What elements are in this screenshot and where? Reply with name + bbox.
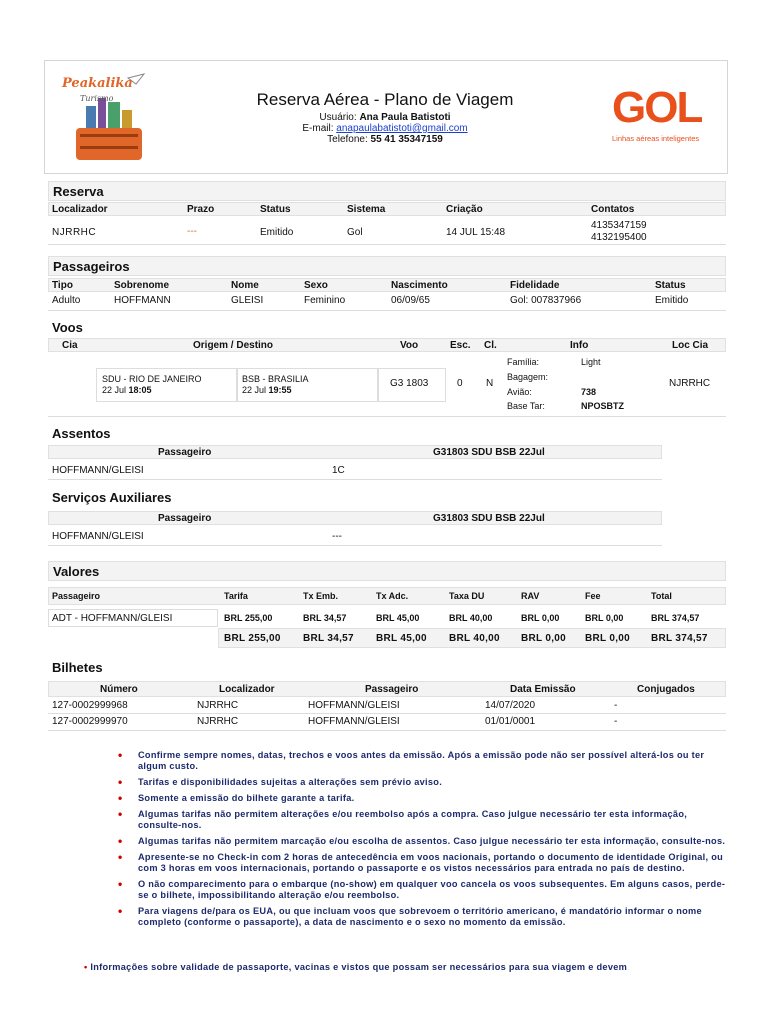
bilhete-2-numero: 127-0002999970: [52, 716, 128, 727]
reserva-prazo: ---: [187, 226, 197, 237]
valores-col-rav: RAV: [521, 591, 540, 601]
info-label-base-tar: Base Tar:: [507, 401, 545, 411]
agency-logo-text: Peakalika: [62, 76, 133, 91]
pass-fidelidade: Gol: 007837966: [510, 295, 582, 306]
voos-col-loccia: Loc Cia: [672, 340, 709, 351]
reserva-sistema: Gol: [347, 227, 363, 238]
servicos-divider: [48, 545, 662, 546]
gol-logo-text: GOL: [612, 83, 702, 132]
voos-title: Voos: [52, 320, 83, 335]
bilhetes-title: Bilhetes: [52, 660, 103, 675]
voo-origem-datetime: [102, 385, 152, 395]
aviso-item: • O não comparecimento para o embarque (no-show) em qualquer voo cancela os voos subsequentes. Em alguns casos, perde-se o bilhete, impossibilitando alteração e/ou reembolso.: [118, 879, 728, 901]
passageiros-title: Passageiros: [48, 256, 726, 276]
bilhetes-col-localizador: Localizador: [219, 684, 275, 695]
bullet-icon: •: [84, 962, 88, 972]
reserva-col-localizador: Localizador: [52, 204, 108, 215]
aviso-item: • Apresente-se no Check-in com 2 horas de antecedência em voos nacionais, portando o documento de identidade Original, ou com 3 horas em voos internacionais, portando o passaporte e os vistos necessários para entrada no país de destino.: [118, 852, 728, 874]
phone-value: 55 41 35347159: [370, 134, 443, 145]
valores-txemb: BRL 34,57: [303, 613, 347, 623]
aviso-final-text: Informações sobre validade de passaporte, vacinas e vistos que possam ser necessários para sua viagem e devem: [90, 962, 628, 972]
reserva-status: Emitido: [260, 227, 294, 238]
assentos-col-voo: G31803 SDU BSB 22Jul: [433, 447, 545, 458]
reserva-contato-2: 4132195400: [591, 232, 647, 243]
user-name: Ana Paula Batistoti: [359, 112, 451, 123]
valores-total-tarifa: BRL 255,00: [224, 633, 281, 644]
valores-total-total: BRL 374,57: [651, 633, 708, 644]
gol-logo-tagline: Linhas aéreas inteligentes: [612, 134, 700, 143]
email-link[interactable]: anapaulabatistoti@gmail.com: [336, 123, 468, 134]
voo-destino-data: 22 Jul: [242, 385, 267, 395]
pass-col-sobrenome: Sobrenome: [114, 280, 170, 291]
pass-col-status: Status: [655, 280, 686, 291]
voos-col-esc: Esc.: [450, 340, 471, 351]
valores-total-txadc: BRL 45,00: [376, 633, 427, 644]
info-value-familia: Light: [581, 357, 601, 367]
bilhetes-row-divider: [48, 713, 726, 714]
page-title: Reserva Aérea - Plano de Viagem: [256, 90, 514, 109]
aviso-item: • Algumas tarifas não permitem marcação e/ou escolha de assentos. Caso julgue necessário ter esta informação, consulte-nos.: [118, 836, 728, 847]
reserva-col-status: Status: [260, 204, 291, 215]
valores-total-txemb: BRL 34,57: [303, 633, 354, 644]
phone-line: [180, 134, 590, 145]
servicos-col-passageiro: Passageiro: [158, 513, 212, 524]
valores-col-passageiro: Passageiro: [52, 591, 101, 601]
voo-origem: SDU - RIO DE JANEIRO: [102, 374, 202, 384]
bilhete-1-conjugados: -: [614, 700, 618, 711]
reserva-localizador: NJRRHC: [52, 227, 97, 238]
reserva-col-sistema: Sistema: [347, 204, 386, 215]
pass-col-nascimento: Nascimento: [391, 280, 448, 291]
servicos-title: Serviços Auxiliares: [52, 490, 172, 505]
pass-col-nome: Nome: [231, 280, 259, 291]
voo-cl: N: [486, 378, 494, 389]
aviso-item: • Confirme sempre nomes, datas, trechos e voos antes da emissão. Após a emissão pode não ser possível alterá-los ou ter algum custo.: [118, 750, 728, 772]
valores-total-fee: BRL 0,00: [585, 633, 631, 644]
servicos-header-bg: [48, 511, 662, 525]
bilhetes-col-numero: Número: [100, 684, 138, 695]
phone-label: Telefone:: [327, 134, 368, 145]
voos-col-info: Info: [570, 340, 589, 351]
servicos-valor: ---: [332, 531, 342, 542]
valores-total-rav: BRL 0,00: [521, 633, 567, 644]
voos-col-voo: Voo: [400, 340, 419, 351]
valores-passageiro: ADT - HOFFMANN/GLEISI: [52, 613, 173, 624]
bilhete-2-data: 01/01/0001: [485, 716, 536, 727]
voo-esc: 0: [457, 378, 463, 389]
aviso-item: • Algumas tarifas não permitem alterações e/ou reembolso após a compra. Caso julgue necessário ter esta informação, consulte-nos.: [118, 809, 728, 831]
valores-col-txemb: Tx Emb.: [303, 591, 339, 601]
pass-col-fidelidade: Fidelidade: [510, 280, 560, 291]
voos-col-cl: Cl.: [484, 340, 497, 351]
user-line: [180, 112, 590, 123]
pass-sobrenome: HOFFMANN: [114, 295, 171, 306]
gol-logo: [612, 83, 724, 146]
bilhete-1-numero: 127-0002999968: [52, 700, 128, 711]
aviso-item: • Somente a emissão do bilhete garante a tarifa.: [118, 793, 728, 804]
pass-col-tipo: Tipo: [52, 280, 73, 291]
valores-col-total: Total: [651, 591, 672, 601]
reserva-divider: [48, 244, 726, 245]
aviso-item: • Tarifas e disponibilidades sujeitas a alterações sem prévio aviso.: [118, 777, 728, 788]
pass-status: Emitido: [655, 295, 689, 306]
reserva-col-criacao: Criação: [446, 204, 483, 215]
valores-rav: BRL 0,00: [521, 613, 560, 623]
pass-nome: GLEISI: [231, 295, 264, 306]
voo-loc-cia: NJRRHC: [669, 378, 711, 389]
bilhete-2-conjugados: -: [614, 716, 618, 727]
bilhetes-divider: [48, 730, 726, 731]
email-label: E-mail:: [302, 123, 334, 134]
valores-total: BRL 374,57: [651, 613, 700, 623]
pass-col-sexo: Sexo: [304, 280, 328, 291]
voos-divider: [48, 416, 726, 417]
voo-origem-hora: 18:05: [128, 385, 152, 395]
reserva-contato-1: 4135347159: [591, 220, 647, 231]
valores-txadc: BRL 45,00: [376, 613, 420, 623]
aviso-item: • Para viagens de/para os EUA, ou que incluam voos que sobrevoem o território americano, é mandatório informar o nome completo (conforme o passaporte), a data de nascimento e o sexo no momento da emissão.: [118, 906, 728, 928]
valores-taxadu: BRL 40,00: [449, 613, 493, 623]
voo-destino: BSB - BRASILIA: [242, 374, 309, 384]
user-label: Usuário:: [319, 112, 357, 123]
pass-sexo: Feminino: [304, 295, 346, 306]
agency-logo-sub: Turismo: [80, 94, 114, 103]
aviso-final: [84, 962, 627, 972]
bilhete-1-passageiro: HOFFMANN/GLEISI: [308, 700, 400, 711]
valores-col-tarifa: Tarifa: [224, 591, 248, 601]
assentos-title: Assentos: [52, 426, 111, 441]
voo-destino-hora: 19:55: [268, 385, 292, 395]
agency-logo: [58, 70, 158, 165]
voo-origem-data: 22 Jul: [102, 385, 127, 395]
voos-col-origem: Origem / Destino: [193, 340, 274, 351]
reserva-col-contatos: Contatos: [591, 204, 635, 215]
voo-destino-datetime: [242, 385, 292, 395]
assentos-seat: 1C: [332, 465, 345, 476]
info-label-bagagem: Bagagem:: [507, 372, 549, 382]
bilhetes-col-data: Data Emissão: [510, 684, 576, 695]
info-value-base-tar: NPOSBTZ: [581, 401, 625, 411]
bilhete-1-localizador: NJRRHC: [197, 700, 239, 711]
valores-col-fee: Fee: [585, 591, 601, 601]
bilhetes-col-passageiro: Passageiro: [365, 684, 419, 695]
reserva-title: Reserva: [48, 181, 726, 201]
valores-total-taxadu: BRL 40,00: [449, 633, 500, 644]
assentos-col-passageiro: Passageiro: [158, 447, 212, 458]
reserva-criacao: 14 JUL 15:48: [446, 227, 506, 238]
info-label-familia: Família:: [507, 357, 540, 367]
pass-tipo: Adulto: [52, 295, 81, 306]
pass-nascimento: 06/09/65: [391, 295, 430, 306]
assentos-passageiro: HOFFMANN/GLEISI: [52, 465, 144, 476]
email-line: [180, 123, 590, 134]
servicos-passageiro: HOFFMANN/GLEISI: [52, 531, 144, 542]
voo-number: G3 1803: [390, 378, 429, 389]
reserva-col-prazo: Prazo: [187, 204, 215, 215]
voos-col-cia: Cia: [62, 340, 78, 351]
bilhetes-col-conjugados: Conjugados: [637, 684, 695, 695]
avisos-list: [118, 750, 728, 933]
valores-title: Valores: [48, 561, 726, 581]
assentos-divider: [48, 479, 662, 480]
bilhete-1-data: 14/07/2020: [485, 700, 536, 711]
valores-fee: BRL 0,00: [585, 613, 624, 623]
bilhete-2-passageiro: HOFFMANN/GLEISI: [308, 716, 400, 727]
info-label-aviao: Avião:: [507, 387, 532, 397]
bilhete-2-localizador: NJRRHC: [197, 716, 239, 727]
valores-col-taxadu: Taxa DU: [449, 591, 485, 601]
servicos-col-voo: G31803 SDU BSB 22Jul: [433, 513, 545, 524]
valores-tarifa: BRL 255,00: [224, 613, 273, 623]
voos-header-bg: [48, 338, 726, 352]
passageiros-divider: [48, 310, 726, 311]
info-value-aviao: 738: [581, 387, 597, 397]
valores-col-txadc: Tx Adc.: [376, 591, 409, 601]
assentos-header-bg: [48, 445, 662, 459]
